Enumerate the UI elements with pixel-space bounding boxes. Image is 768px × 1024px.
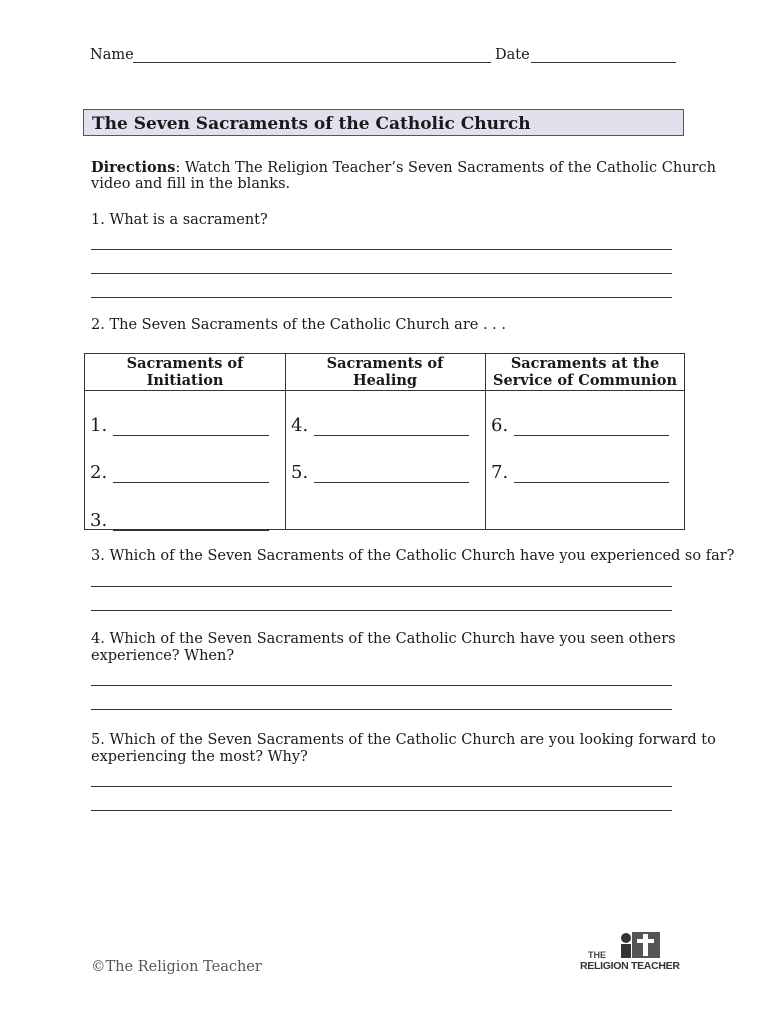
logo-text-the: THE [588,950,606,960]
blank-line[interactable] [113,468,269,483]
column-header-initiation [85,355,285,389]
sacraments-table [84,353,685,530]
name-field-line[interactable] [133,62,491,63]
blank-number: 5. [291,462,309,483]
blank-3[interactable] [90,511,269,531]
blank-7[interactable] [491,463,669,483]
answer-line[interactable] [91,586,672,587]
blank-line[interactable] [314,421,469,436]
column-header-line: Service of Communion [492,372,678,389]
column-header-line: Healing [352,372,418,389]
question-5-line-2: experiencing the most? Why? [91,749,308,765]
name-label: Name [90,47,134,63]
blank-number: 2. [90,462,108,483]
date-field-line[interactable] [531,62,676,63]
blank-number: 3. [90,510,108,531]
answer-line[interactable] [91,709,672,710]
answer-line[interactable] [91,249,672,250]
column-header-communion [485,355,685,389]
blank-2[interactable] [90,463,269,483]
question-1: 1. What is a sacrament? [91,212,268,228]
column-header-line: Initiation [146,372,224,389]
directions-line-2: video and fill in the blanks. [91,176,291,192]
blank-1[interactable] [90,416,269,436]
blank-6[interactable] [491,416,669,436]
column-header-line: Sacraments at the [510,355,660,372]
date-label: Date [495,47,530,63]
question-2: 2. The Seven Sacraments of the Catholic Church are . . . [91,317,506,333]
directions-text: : Watch The Religion Teacher’s Seven Sacraments of the Catholic Church [175,160,716,176]
question-5-line-1: 5. Which of the Seven Sacraments of the Catholic Church are you looking forward to [91,732,716,748]
blank-line[interactable] [314,468,469,483]
answer-line[interactable] [91,297,672,298]
table-header-divider [85,390,684,391]
blank-number: 4. [291,415,309,436]
page-title: The Seven Sacraments of the Catholic Church [92,114,531,134]
answer-line[interactable] [91,685,672,686]
blank-line[interactable] [514,468,669,483]
copyright-footer: ©The Religion Teacher [91,959,262,975]
blank-number: 7. [491,462,509,483]
question-4-line-2: experience? When? [91,648,235,664]
blank-line[interactable] [113,516,269,531]
religion-teacher-logo [580,930,680,974]
blank-line[interactable] [514,421,669,436]
answer-line[interactable] [91,610,672,611]
logo-figure-icon [610,930,662,960]
answer-line[interactable] [91,810,672,811]
column-header-healing [285,355,485,389]
blank-4[interactable] [291,416,469,436]
directions-line-1 [91,159,716,177]
column-header-line: Sacraments of [126,355,244,372]
blank-5[interactable] [291,463,469,483]
blank-number: 6. [491,415,509,436]
answer-line[interactable] [91,273,672,274]
blank-line[interactable] [113,421,269,436]
answer-line[interactable] [91,786,672,787]
directions-label: Directions [91,159,176,176]
question-3: 3. Which of the Seven Sacraments of the Catholic Church have you experienced so far? [91,548,735,564]
logo-text-religion-teacher: RELIGION TEACHER [580,960,680,972]
question-4-line-1: 4. Which of the Seven Sacraments of the Catholic Church have you seen others [91,631,676,647]
title-box [83,109,684,136]
blank-number: 1. [90,415,108,436]
column-header-line: Sacraments of [326,355,444,372]
